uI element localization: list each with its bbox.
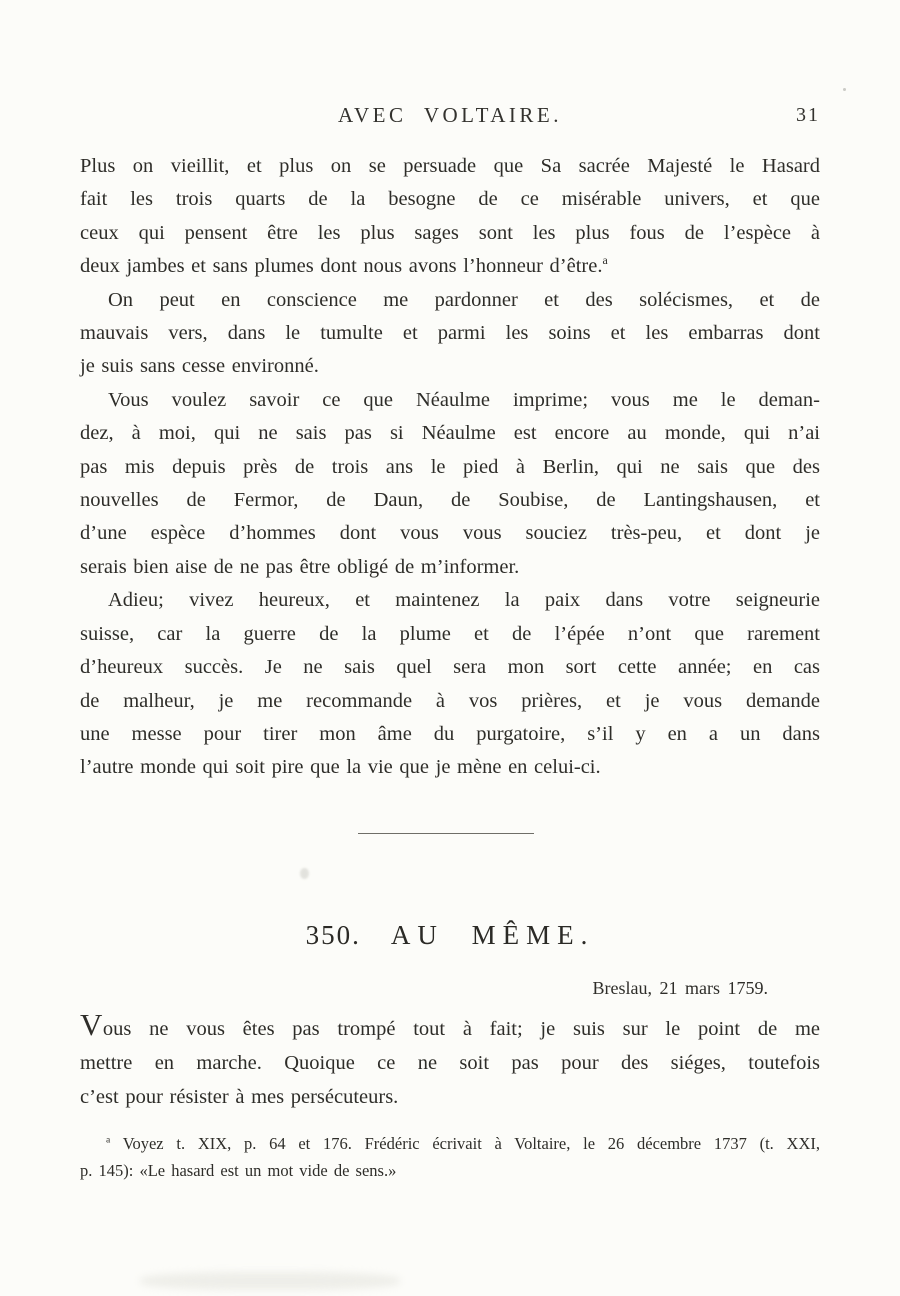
text-line: suisse, car la guerre de la plume et de l’épée n’ont que rarement (80, 622, 820, 645)
text-line: c’est pour résister à mes persécuteurs. (80, 1085, 399, 1108)
text-line: Vous ne vous êtes pas trompé tout à fait; je suis sur le point de me (80, 1006, 820, 1042)
text-line: Plus on vieillit, et plus on se persuade que Sa sacrée Majesté le Hasard (80, 155, 820, 177)
text-line: deux jambes et sans plumes dont nous avons l’honneur d’être.$^a$ (80, 253, 608, 278)
text-line: dez, à moi, qui ne sais pas si Néaulme est encore au monde, qui n’ai (80, 422, 820, 445)
text-line: mauvais vers, dans le tumulte et parmi les soins et les embarras dont (80, 322, 820, 345)
text-line: On peut en conscience me pardonner et des solécismes, et de (108, 288, 820, 311)
text-line: Vous voulez savoir ce que Néaulme imprime; vous me le deman- (108, 388, 820, 411)
text-line: je suis sans cesse environné. (80, 355, 319, 378)
text-line: mettre en marche. Quoique ce ne soit pas pour des siéges, toutefois (80, 1051, 820, 1074)
footnote (80, 1130, 820, 1184)
page-number: 31 (796, 104, 820, 126)
text-line: $^a$ Voyez t. XIX, p. 64 et 176. Frédéric écrivait à Voltaire, le 26 décembre 1737 (t. XXI, (106, 1133, 820, 1153)
text-line: fait les trois quarts de la besogne de ce misérable univers, et que (80, 188, 820, 211)
scan-smudge (140, 1272, 400, 1290)
letter-text (80, 150, 820, 785)
footnote-reference: a (602, 253, 608, 268)
paragraph (80, 284, 820, 384)
text-line: ceux qui pensent être les plus sages sont les plus fous de l’espèce à (80, 221, 820, 244)
text-line: nouvelles de Fermor, de Daun, de Soubise, de Lantingshausen, et (80, 489, 820, 512)
page-body (80, 150, 820, 1184)
text-line: pas mis depuis près de trois ans le pied à Berlin, qui ne sais que des (80, 455, 820, 478)
section-divider (358, 833, 534, 834)
footnote-mark: a (106, 1134, 111, 1146)
text-line: d’une espèce d’hommes dont vous vous souciez très-peu, et dont je (80, 522, 820, 545)
running-head-title: AVEC VOLTAIRE. (338, 103, 562, 127)
section-number: 350. (305, 919, 361, 950)
text-line: d’heureux succès. Je ne sais quel sera mon sort cette année; en cas (80, 656, 820, 679)
paragraph (80, 150, 820, 284)
text-line: une messe pour tirer mon âme du purgatoire, s’il y en a un dans (80, 722, 820, 745)
text-line: p. 145): «Le hasard est un mot vide de sens.» (80, 1160, 397, 1180)
text-line: l’autre monde qui soit pire que la vie que je mène en celui-ci. (80, 756, 601, 779)
text-line: Adieu; vivez heureux, et maintenez la paix dans votre seigneurie (108, 589, 820, 612)
paragraph (80, 584, 820, 784)
section-title: AU MÊME. (390, 919, 595, 950)
text-line: serais bien aise de ne pas être obligé de m’informer. (80, 555, 520, 578)
scan-speck (843, 88, 846, 91)
letter-opening (80, 1006, 820, 1114)
running-head (80, 102, 820, 128)
drop-cap-initial: V (80, 1006, 103, 1042)
dateline: Breslau, 21 mars 1759. (592, 977, 768, 998)
paragraph (80, 384, 820, 584)
section-heading (80, 916, 820, 954)
text-line: de malheur, je me recommande à vos prières, et je vous demande (80, 689, 820, 712)
